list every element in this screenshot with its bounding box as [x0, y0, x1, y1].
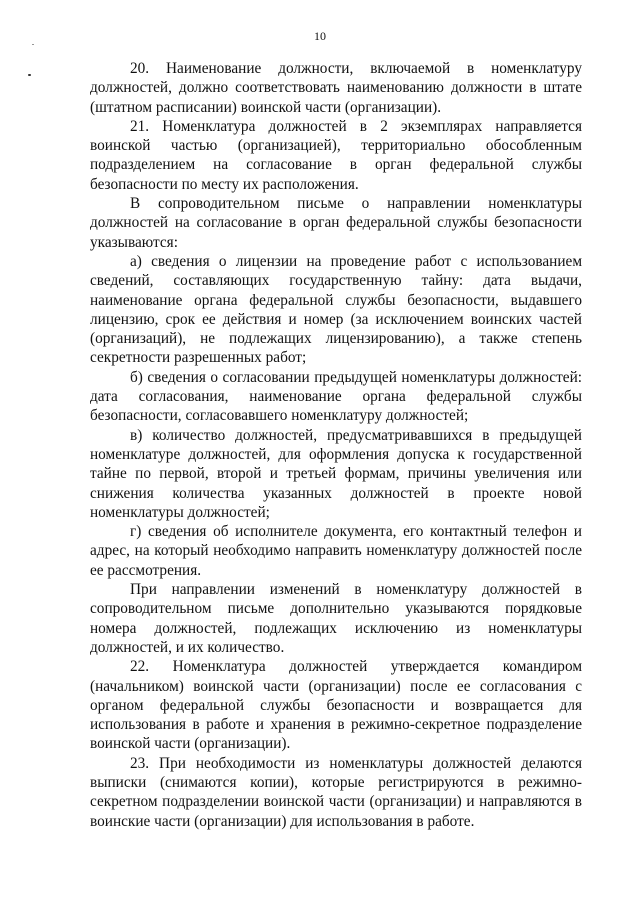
page-number: 10	[314, 29, 326, 43]
document-body	[90, 59, 582, 831]
paragraph-item-a: а) сведения о лицензии на проведение работ с использованием сведений, составляющих государственную тайну: дата выдачи, наименование органа федеральной службы безопасности, выдавшего лицензию, срок ее действия и номер (за исключением воинских частей (организаций), не подлежащих лицензированию), а также степень секретности разрешенных работ;	[90, 252, 582, 367]
paragraph-item-b: б) сведения о согласовании предыдущей номенклатуры должностей: дата согласования, наименование органа федеральной службы безопасности, согласовавшего номенклатуру должностей;	[90, 368, 582, 425]
paragraph-changes: При направлении изменений в номенклатуру должностей в сопроводительном письме дополнительно указываются порядковые номера должностей, подлежащих исключению из номенклатуры должностей, и их количество.	[90, 581, 582, 656]
paragraph-21: 21. Номенклатура должностей в 2 экземплярах направляется воинской частью (организацией), территориально обособленным подразделением на согласование в орган федеральной службы безопасности по месту их расположения.	[90, 117, 582, 193]
paragraph-cover-letter: В сопроводительном письме о направлении номенклатуры должностей на согласование в орган федеральной службы безопасности указываются:	[90, 195, 582, 251]
paragraph-20: 20. Наименование должности, включаемой в номенклатуру должностей, должно соответствовать наименованию должности в штате (штатном расписании) воинской части (организации).	[90, 60, 582, 116]
paragraph-23: 23. При необходимости из номенклатуры должностей делаются выписки (снимаются копии), которые регистрируются в режимно-секретном подразделении воинской части (организации) и направляются в воинские части (организации) для использования в работе.	[90, 754, 582, 830]
scan-speck	[32, 44, 34, 45]
paragraph-item-g: г) сведения об исполнителе документа, его контактный телефон и адрес, на который необходимо направить номенклатуру должностей после ее рассмотрения.	[90, 523, 582, 579]
paragraph-22: 22. Номенклатура должностей утверждается командиром (начальником) воинской части (организации) после ее согласования с органом федеральной службы безопасности и возвращается для использования в работе и хранения в режимно-секретное подразделение воинской части (организации).	[90, 658, 582, 753]
scan-speck	[28, 74, 31, 76]
paragraph-item-v: в) количество должностей, предусматривавшихся в предыдущей номенклатуре должностей, для оформления допуска к государственной тайне по первой, второй и третьей формам, причины увеличения или снижения количества указанных должностей в проекте новой номенклатуры должностей;	[90, 426, 582, 521]
